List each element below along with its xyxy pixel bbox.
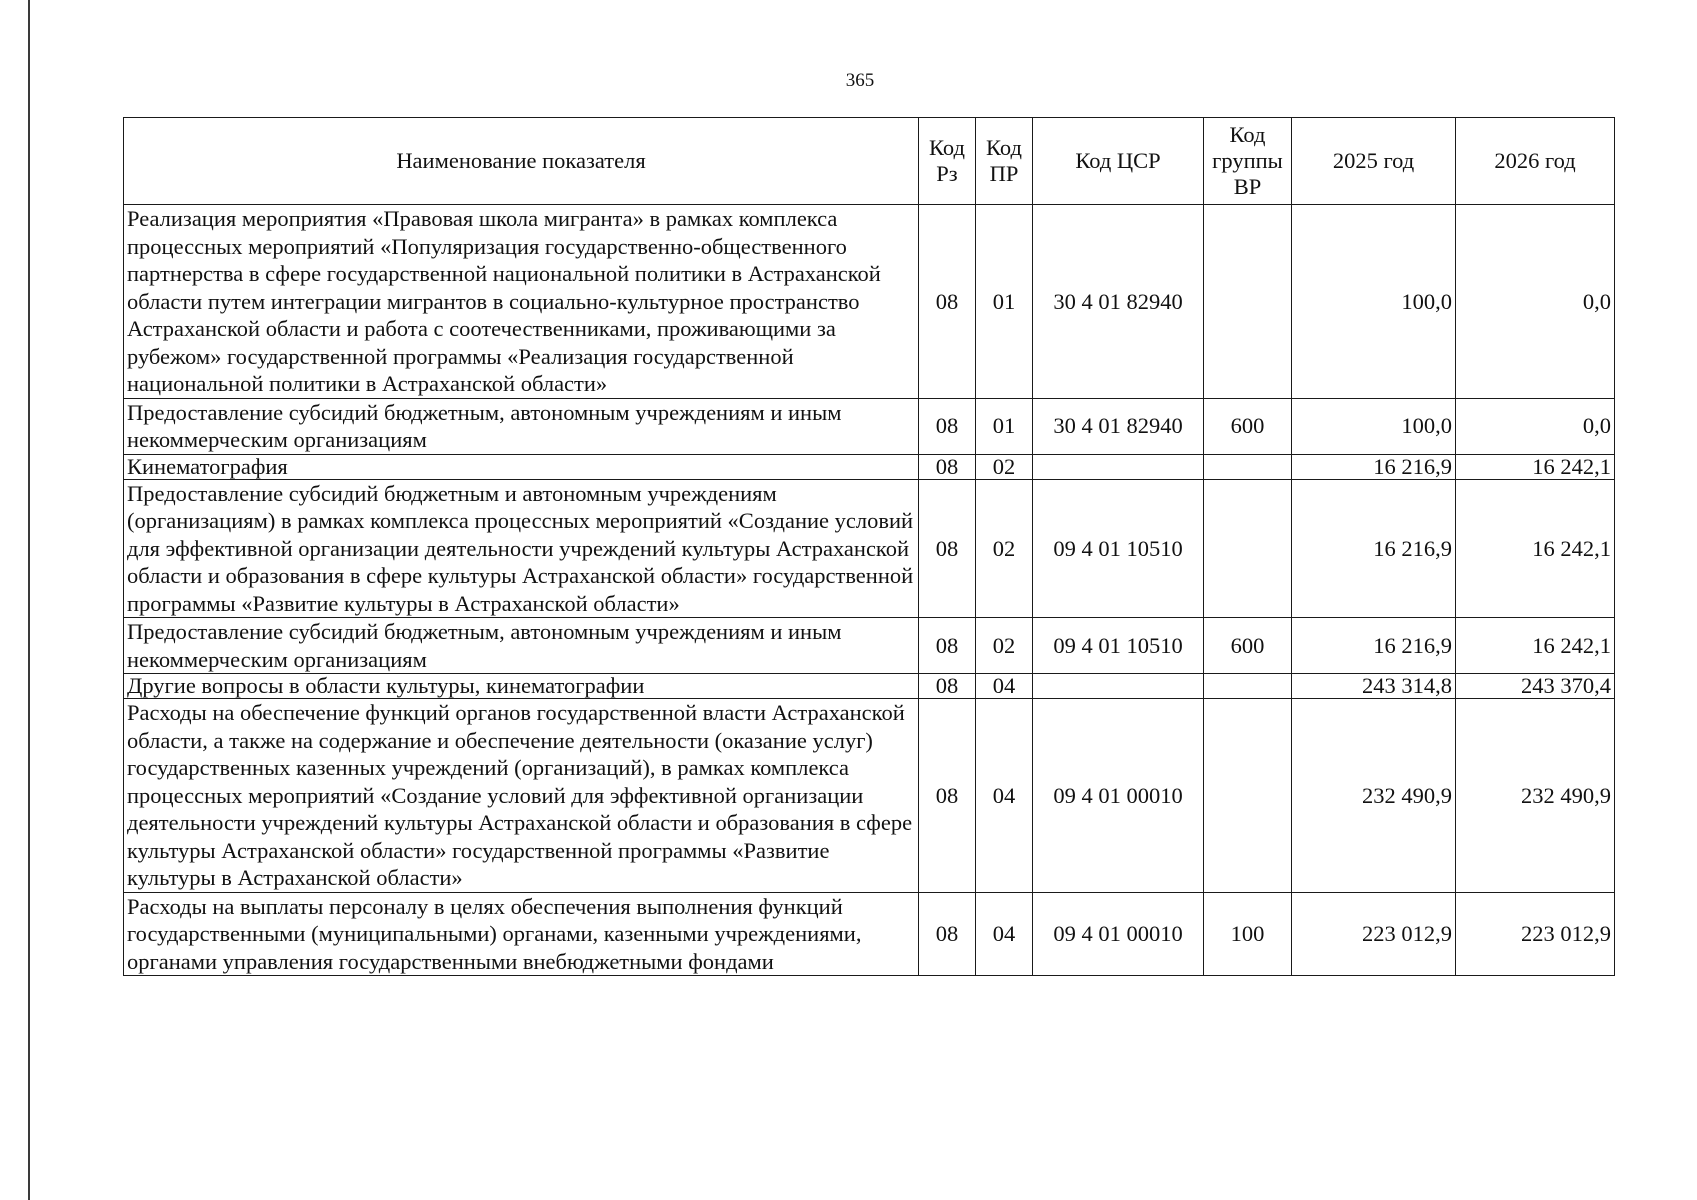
header-vr-line2: группы [1212, 148, 1283, 173]
row-rz: 08 [919, 892, 976, 976]
header-vr [1204, 118, 1292, 205]
row-csr: 09 4 01 10510 [1033, 479, 1204, 618]
header-2026: 2026 год [1456, 118, 1615, 205]
row-csr: 09 4 01 00010 [1033, 892, 1204, 976]
page-left-edge-line [28, 0, 30, 1200]
row-vr [1204, 205, 1292, 399]
header-pr-line1: Код [986, 135, 1022, 160]
page-number: 365 [845, 70, 875, 91]
row-pr: 01 [976, 205, 1033, 399]
header-vr-line3: ВР [1233, 174, 1262, 199]
row-2026: 223 012,9 [1456, 892, 1615, 976]
table-row [124, 479, 1615, 618]
table-header-row [124, 118, 1615, 205]
row-pr: 04 [976, 674, 1033, 699]
row-2025: 223 012,9 [1292, 892, 1456, 976]
row-rz: 08 [919, 398, 976, 454]
row-2026: 0,0 [1456, 205, 1615, 399]
row-csr: 09 4 01 00010 [1033, 699, 1204, 893]
row-vr [1204, 674, 1292, 699]
row-name: Расходы на выплаты персоналу в целях обеспечения выполнения функций государственными (муниципальными) органами, казенными учреждениями, органами управления государственными внебюджетными фондами [124, 892, 919, 976]
row-2025: 16 216,9 [1292, 479, 1456, 618]
table-row [124, 454, 1615, 479]
table-row [124, 205, 1615, 399]
row-rz: 08 [919, 699, 976, 893]
row-2025: 243 314,8 [1292, 674, 1456, 699]
header-rz [919, 118, 976, 205]
table-row [124, 398, 1615, 454]
row-2025: 100,0 [1292, 398, 1456, 454]
row-2026: 232 490,9 [1456, 699, 1615, 893]
row-name: Кинематография [124, 454, 919, 479]
row-name: Реализация мероприятия «Правовая школа мигранта» в рамках комплекса процессных мероприятий «Популяризация государственно-общественного партнерства в сфере государственной национальной политики в Астраханской области путем интеграции мигрантов в социально-культурное пространство Астраханской области и работа с соотечественниками, проживающими за рубежом» государственной программы «Реализация государственной национальной политики в Астраханской области» [124, 205, 919, 399]
row-csr [1033, 674, 1204, 699]
row-rz: 08 [919, 205, 976, 399]
header-rz-line1: Код [929, 135, 965, 160]
budget-table [123, 117, 1615, 976]
row-csr [1033, 454, 1204, 479]
row-csr: 09 4 01 10510 [1033, 618, 1204, 674]
header-pr-line2: ПР [989, 161, 1019, 186]
row-2025: 232 490,9 [1292, 699, 1456, 893]
row-pr: 04 [976, 699, 1033, 893]
row-pr: 01 [976, 398, 1033, 454]
row-2025: 16 216,9 [1292, 454, 1456, 479]
row-name: Предоставление субсидий бюджетным и автономным учреждениям (организациям) в рамках комплекса процессных мероприятий «Создание условий для эффективной организации деятельности учреждений культуры Астраханской области и образования в сфере культуры Астраханской области» государственной программы «Развитие культуры в Астраханской области» [124, 479, 919, 618]
row-vr: 600 [1204, 398, 1292, 454]
row-csr: 30 4 01 82940 [1033, 398, 1204, 454]
row-pr: 04 [976, 892, 1033, 976]
row-2026: 16 242,1 [1456, 618, 1615, 674]
row-2026: 0,0 [1456, 398, 1615, 454]
row-pr: 02 [976, 618, 1033, 674]
row-2025: 100,0 [1292, 205, 1456, 399]
row-2026: 243 370,4 [1456, 674, 1615, 699]
row-name: Другие вопросы в области культуры, кинематографии [124, 674, 919, 699]
table-row [124, 699, 1615, 893]
row-name: Предоставление субсидий бюджетным, автономным учреждениям и иным некоммерческим организациям [124, 618, 919, 674]
header-2025: 2025 год [1292, 118, 1456, 205]
row-vr: 600 [1204, 618, 1292, 674]
row-2025: 16 216,9 [1292, 618, 1456, 674]
table-row [124, 892, 1615, 976]
header-csr: Код ЦСР [1033, 118, 1204, 205]
row-rz: 08 [919, 479, 976, 618]
row-name: Расходы на обеспечение функций органов государственной власти Астраханской области, а также на содержание и обеспечение деятельности (оказание услуг) государственных казенных учреждений (организаций), в рамках комплекса процессных мероприятий «Создание условий для эффективной организации деятельности учреждений культуры Астраханской области и образования в сфере культуры Астраханской области» государственной программы «Развитие культуры в Астраханской области» [124, 699, 919, 893]
row-2026: 16 242,1 [1456, 454, 1615, 479]
table-row [124, 674, 1615, 699]
header-rz-line2: Рз [936, 161, 958, 186]
row-rz: 08 [919, 454, 976, 479]
row-rz: 08 [919, 674, 976, 699]
table-row [124, 618, 1615, 674]
row-2026: 16 242,1 [1456, 479, 1615, 618]
header-pr [976, 118, 1033, 205]
header-vr-line1: Код [1229, 122, 1266, 147]
row-pr: 02 [976, 479, 1033, 618]
row-csr: 30 4 01 82940 [1033, 205, 1204, 399]
row-vr [1204, 479, 1292, 618]
row-rz: 08 [919, 618, 976, 674]
row-vr [1204, 699, 1292, 893]
row-vr [1204, 454, 1292, 479]
row-pr: 02 [976, 454, 1033, 479]
row-vr: 100 [1204, 892, 1292, 976]
header-name: Наименование показателя [124, 118, 919, 205]
row-name: Предоставление субсидий бюджетным, автономным учреждениям и иным некоммерческим организациям [124, 398, 919, 454]
